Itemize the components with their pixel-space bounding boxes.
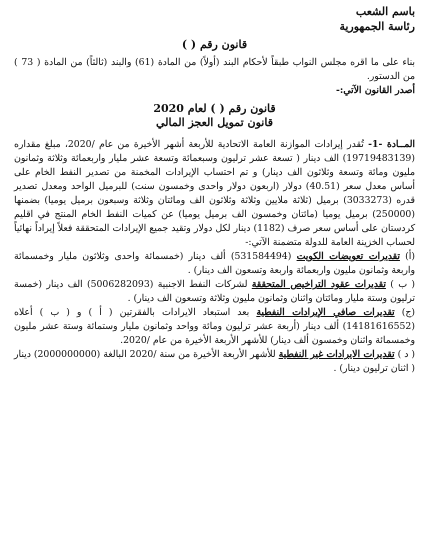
law-title-line2: قانون تمويل العجز المالي [156, 116, 273, 129]
law-number-line: قانون رقم ( ) [181, 38, 248, 51]
item-body: (531584494) ألف دينار (خمسمائة واحدى وثلاثون مليار وخمسمائة واربعة وثمانون مليون واربعمائة واربعة وتسعون الف دينار) . [14, 251, 415, 276]
article-1-label: المــادة -1- [368, 139, 415, 150]
preamble: بناء على ما اقره مجلس النواب طبقاً لأحكام البند (أولاً) من المادة (61) والبند (ثالثاً) من المادة ( 73 ) من الدستور. [14, 57, 416, 82]
article-item-d [14, 348, 415, 376]
article-1-text: تُقدر إيرادات الموازنة العامة الاتحادية للأربعة أشهر الأخيرة من عام /2020، مبلغ مقداره (19719483139) الف دينار ( تسعة عشر ترليون وسبعمائة وتسعة عشر مليار واربعمائة وثلاثة وثمانون مليون ومائة وتسعة وثلاثون الف دينار) و تم احتساب الإيرادات المخمنة من تصدير النفط الخام على أساس معدل سعر (40.51) دولار (اربعون دولار واحدى وخمسون سنت) للبرميل الواحد ومعدل تصدير قدره (3033273) برميل (ثلاثة ملايين وثلاثة وثلاثون الف ومائتان وثلاثة وسبعون برميل يوميا) بضمنها (250000) برميل يوميا (مائتان وخمسون الف برميل يوميا) عن كميات النفط الخام المنتج في اقليم كردستان على أساس سعر صرف (1182) دينار لكل دولار وتقيد جميع الإيرادات المتحققة فعلاً إيراداً نهائياً لحساب الخزينة العامة للدولة متضمنة الآتي:- [14, 139, 415, 248]
article-item-b [14, 278, 415, 306]
item-body: للأشهر الأربعة الأخيرة من سنة /2020 البالغة (2000000000) دينار ( اثنان ترليون دينار) . [14, 349, 415, 374]
item-body: بعد استبعاد الايرادات بالفقرتين ( أ ) و ( ب ) أعلاه (14181616552) ألف دينار (أربعة عشر ترليون ومائة وواحد وثمانون مليار وستمائة وستة عشر مليون وخمسمائة واثنان وخمسون ألف دينار) للأشهر الأربعة الأخيرة من عام /2020. [14, 307, 415, 346]
header-people-line: باسم الشعب [355, 5, 415, 18]
item-body: لشركات النفط الاجنبية (5006282093) الف دينار (خمسة ترليون وستة مليار ومائتان واثنان وثمانون مليون وثلاثة وتسعون الف دينار) . [14, 279, 415, 304]
item-heading: تقديرات عقود التراخيص المتحققة [251, 279, 386, 290]
item-marker: (ج) [401, 307, 416, 318]
article-item-c [14, 306, 415, 348]
item-marker: ( ب ) [390, 279, 415, 290]
header-block [14, 4, 415, 34]
law-title-line1: قانون رقم ( ) لعام 2020 [153, 102, 276, 115]
item-heading: تقديرات صافي الإيرادات النفطية [256, 307, 395, 318]
article-item-a [14, 250, 415, 278]
issued-line: أصدر القانون الآتي:- [335, 85, 415, 96]
item-marker: ( د ) [397, 349, 415, 360]
article-1 [14, 138, 415, 250]
header-presidency-line: رئاسة الجمهورية [339, 20, 415, 33]
item-heading: تقديرات تعويضات الكويت [296, 251, 400, 262]
item-marker: (أ) [405, 251, 416, 262]
item-heading: تقديرات الايرادات غير النفطية [278, 349, 395, 360]
